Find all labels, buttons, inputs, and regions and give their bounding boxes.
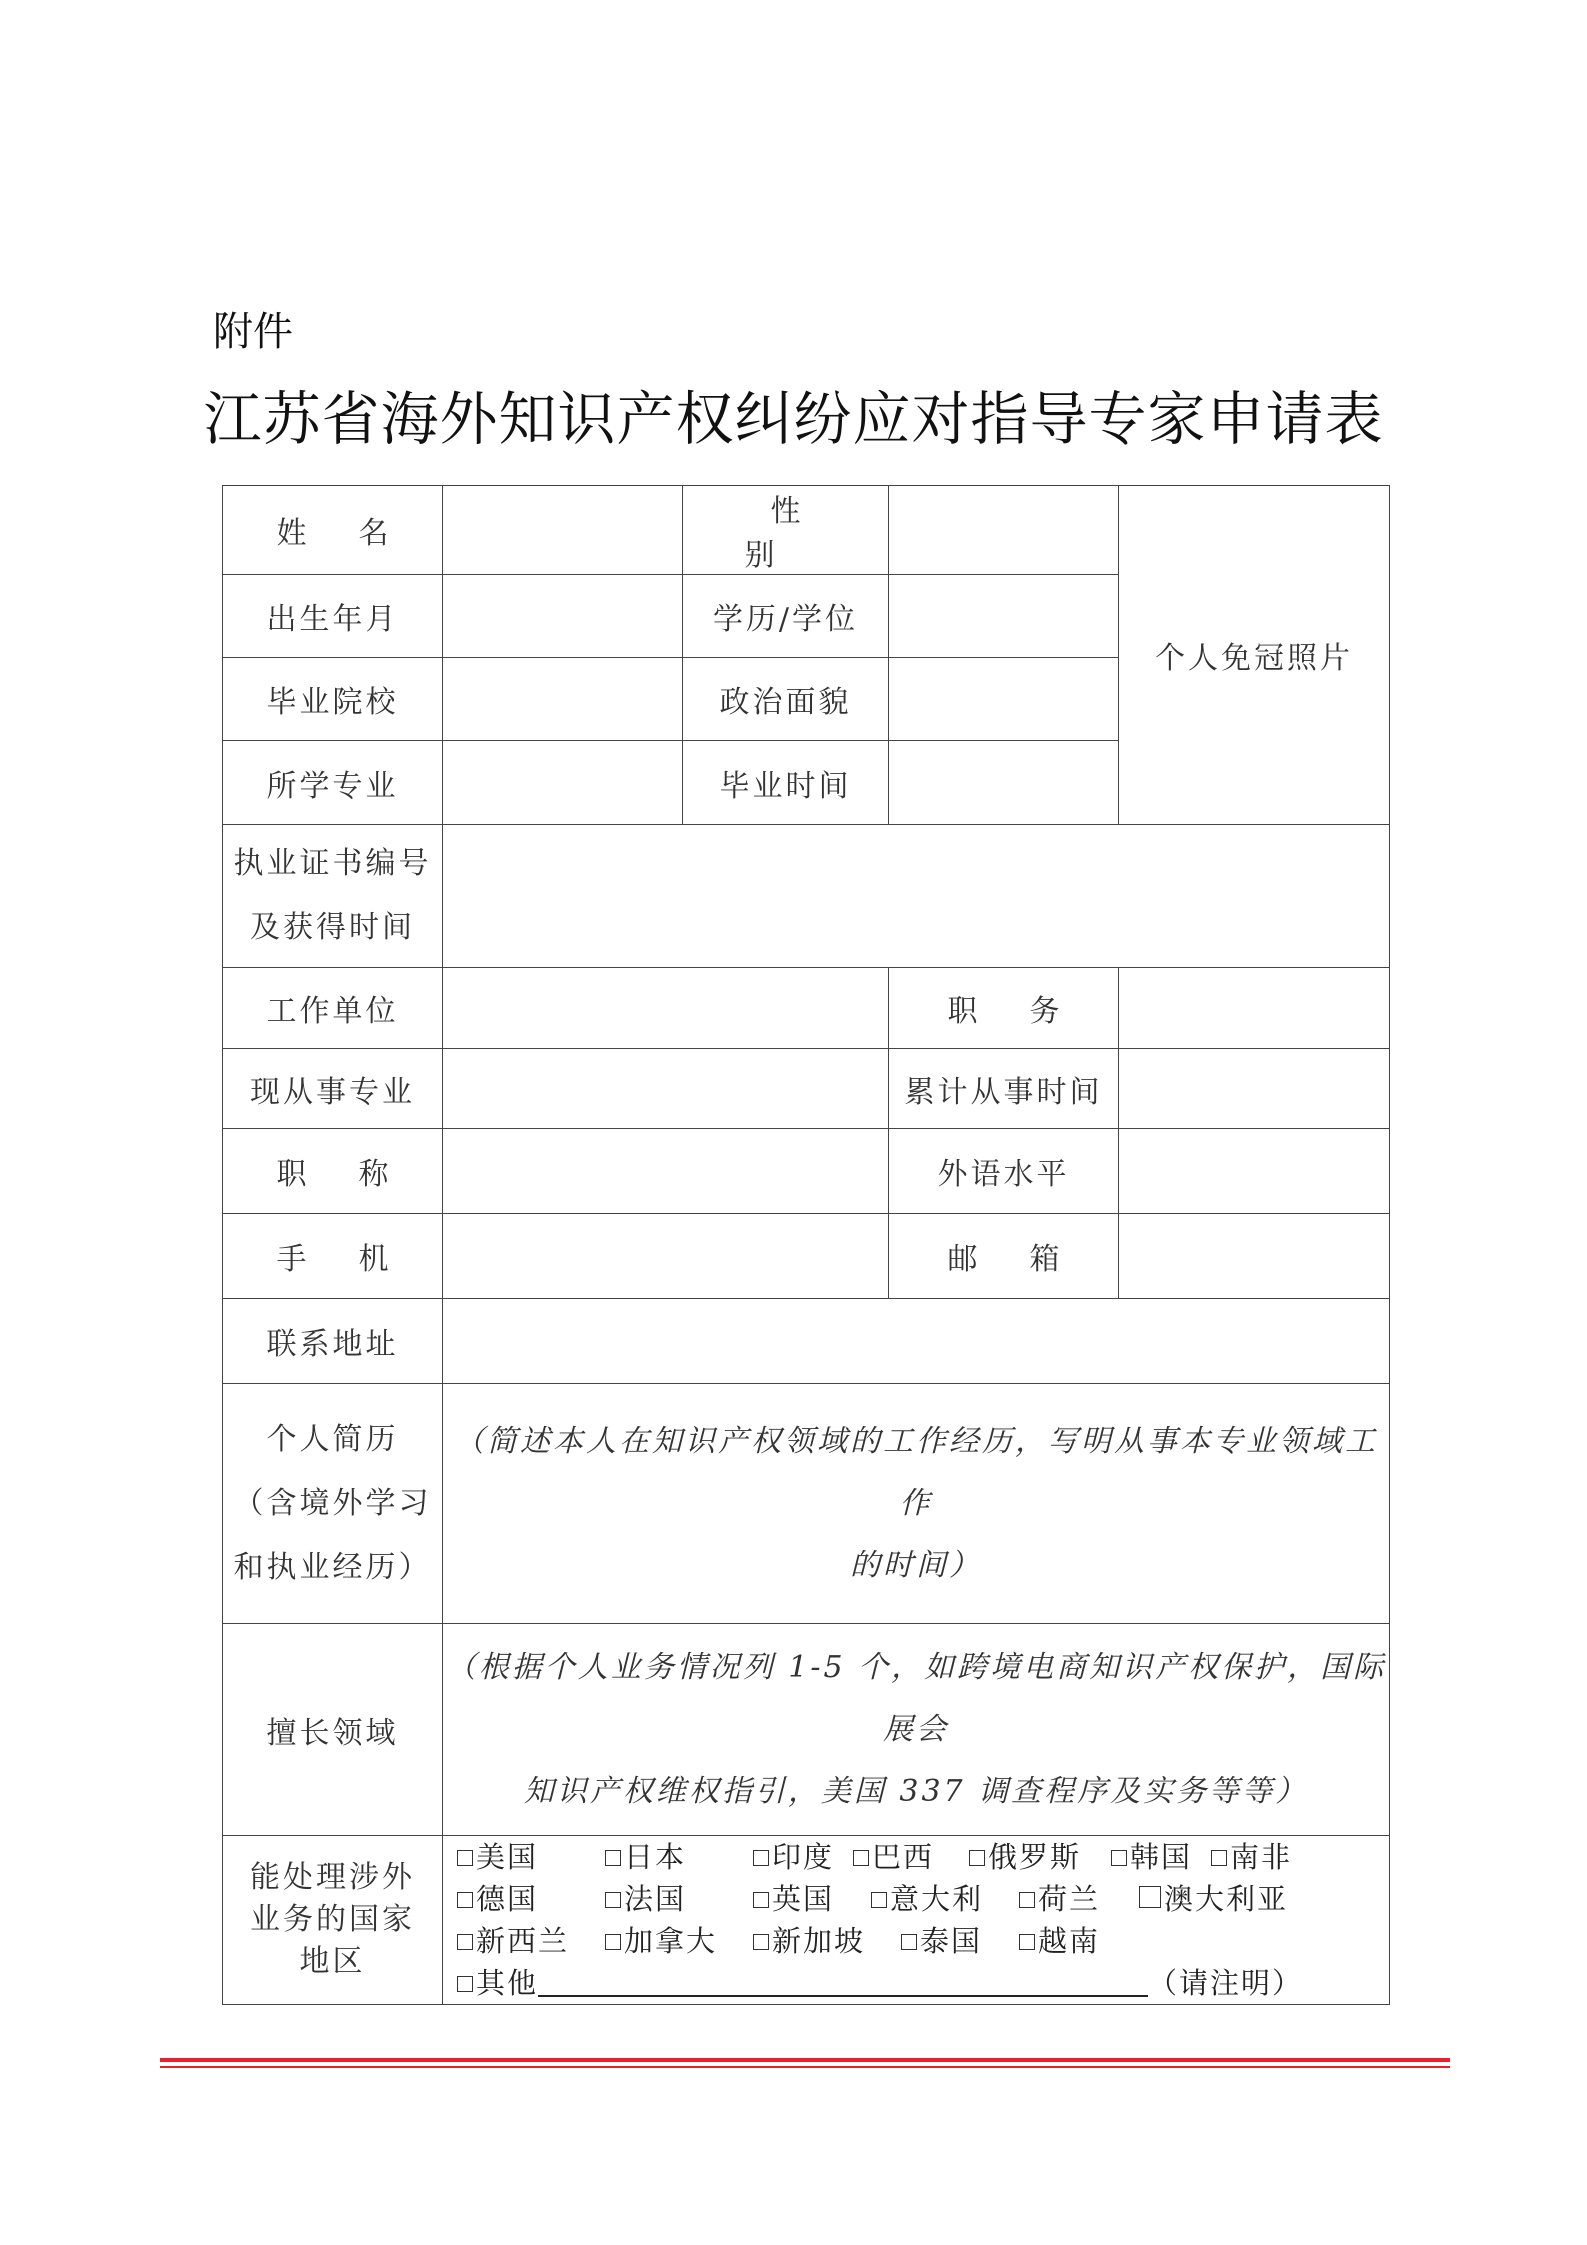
degree-field[interactable] [889, 575, 1119, 658]
country-other[interactable]: 其他 （请注明） [457, 1962, 1303, 2004]
country-fr[interactable]: 法国 [605, 1878, 686, 1920]
footer-red-line-thin [160, 2066, 1450, 2068]
label-current-field: 现从事专业 [223, 1049, 443, 1129]
political-field[interactable] [889, 658, 1119, 741]
checkbox-icon[interactable] [605, 1892, 621, 1908]
checkbox-icon[interactable] [457, 1976, 473, 1992]
expertise-hint-line2: 知识产权维权指引，美国 337 调查程序及实务等等） [523, 1773, 1309, 1809]
checkbox-icon[interactable] [901, 1934, 917, 1950]
checkbox-icon[interactable] [753, 1934, 769, 1950]
label-gender: 性别 [683, 486, 889, 575]
label-name: 姓名 [223, 486, 443, 575]
page-title: 江苏省海外知识产权纠纷应对指导专家申请表 [203, 385, 1384, 453]
country-au[interactable]: 澳大利亚 [1139, 1878, 1288, 1920]
label-countries-line2: 业务的国家 [250, 1902, 415, 1937]
cert-field[interactable] [443, 825, 1390, 968]
checkbox-icon[interactable] [1019, 1934, 1035, 1950]
label-school: 毕业院校 [223, 658, 443, 741]
label-expertise: 擅长领域 [223, 1624, 443, 1836]
expertise-field[interactable] [443, 1624, 1390, 1836]
other-note: （请注明） [1148, 1966, 1304, 2000]
checkbox-icon[interactable] [753, 1892, 769, 1908]
checkbox-icon[interactable] [605, 1934, 621, 1950]
checkbox-icon[interactable] [753, 1850, 769, 1866]
label-countries-line3: 地区 [299, 1944, 366, 1979]
country-ca[interactable]: 加拿大 [605, 1920, 717, 1962]
checkbox-icon[interactable] [457, 1934, 473, 1950]
label-cert [223, 825, 443, 968]
checkbox-icon[interactable] [1139, 1886, 1161, 1908]
country-sg[interactable]: 新加坡 [753, 1920, 865, 1962]
major-field[interactable] [443, 741, 683, 825]
resume-field[interactable] [443, 1384, 1390, 1624]
countries-row-2 [457, 1878, 1389, 1920]
country-br[interactable]: 巴西 [853, 1836, 934, 1878]
address-field[interactable] [443, 1299, 1390, 1384]
label-employer: 工作单位 [223, 968, 443, 1049]
resume-hint-line1: （简述本人在知识产权领域的工作经历，写明从事本专业领域工作 [454, 1423, 1378, 1521]
photo-box[interactable]: 个人免冠照片 [1119, 486, 1390, 825]
expertise-hint-line1: （根据个人业务情况列 1-5 个，如跨境电商知识产权保护，国际展会 [445, 1649, 1387, 1747]
countries-field [443, 1836, 1390, 2005]
other-country-input[interactable] [538, 1965, 1148, 1997]
label-address: 联系地址 [223, 1299, 443, 1384]
current-field-input[interactable] [443, 1049, 889, 1129]
email-field[interactable] [1119, 1214, 1390, 1299]
country-de[interactable]: 德国 [457, 1878, 538, 1920]
label-major: 所学专业 [223, 741, 443, 825]
country-za[interactable]: 南非 [1211, 1836, 1292, 1878]
label-birth: 出生年月 [223, 575, 443, 658]
label-resume-line1: 个人简历 [266, 1421, 399, 1457]
countries-row-4 [457, 1962, 1389, 2004]
country-it[interactable]: 意大利 [871, 1878, 983, 1920]
application-form-table [222, 485, 1390, 2005]
language-field[interactable] [1119, 1129, 1390, 1214]
footer-red-line [160, 2058, 1450, 2062]
checkbox-icon[interactable] [1111, 1850, 1127, 1866]
checkbox-icon[interactable] [605, 1850, 621, 1866]
resume-hint-line2: 的时间） [850, 1547, 982, 1583]
checkbox-icon[interactable] [457, 1850, 473, 1866]
label-countries [223, 1836, 443, 2005]
label-mobile: 手机 [223, 1214, 443, 1299]
label-grad-time: 毕业时间 [683, 741, 889, 825]
label-language: 外语水平 [889, 1129, 1119, 1214]
label-political: 政治面貌 [683, 658, 889, 741]
checkbox-icon[interactable] [853, 1850, 869, 1866]
country-th[interactable]: 泰国 [901, 1920, 982, 1962]
country-gb[interactable]: 英国 [753, 1878, 834, 1920]
name-field[interactable] [443, 486, 683, 575]
country-in[interactable]: 印度 [753, 1836, 834, 1878]
label-total-time: 累计从事时间 [889, 1049, 1119, 1129]
total-time-field[interactable] [1119, 1049, 1390, 1129]
country-vn[interactable]: 越南 [1019, 1920, 1100, 1962]
label-countries-line1: 能处理涉外 [250, 1860, 415, 1895]
label-resume-line2: （含境外学习 [233, 1485, 432, 1521]
attachment-label: 附件 [213, 309, 293, 355]
label-resume [223, 1384, 443, 1624]
position-field[interactable] [1119, 968, 1390, 1049]
country-us[interactable]: 美国 [457, 1836, 538, 1878]
countries-row-1 [457, 1836, 1389, 1878]
checkbox-icon[interactable] [1211, 1850, 1227, 1866]
employer-field[interactable] [443, 968, 889, 1049]
mobile-field[interactable] [443, 1214, 889, 1299]
country-nz[interactable]: 新西兰 [457, 1920, 569, 1962]
title-rank-field[interactable] [443, 1129, 889, 1214]
label-position: 职务 [889, 968, 1119, 1049]
label-email: 邮箱 [889, 1214, 1119, 1299]
checkbox-icon[interactable] [969, 1850, 985, 1866]
country-nl[interactable]: 荷兰 [1019, 1878, 1100, 1920]
countries-row-3 [457, 1920, 1389, 1962]
label-title-rank: 职称 [223, 1129, 443, 1214]
school-field[interactable] [443, 658, 683, 741]
country-ru[interactable]: 俄罗斯 [969, 1836, 1081, 1878]
label-resume-line3: 和执业经历） [233, 1549, 432, 1585]
checkbox-icon[interactable] [457, 1892, 473, 1908]
gender-field[interactable] [889, 486, 1119, 575]
country-kr[interactable]: 韩国 [1111, 1836, 1192, 1878]
label-degree: 学历/学位 [683, 575, 889, 658]
grad-time-field[interactable] [889, 741, 1119, 825]
checkbox-icon[interactable] [1019, 1892, 1035, 1908]
label-cert-line2: 及获得时间 [250, 910, 415, 945]
label-cert-line1: 执业证书编号 [233, 846, 432, 881]
country-jp[interactable]: 日本 [605, 1836, 686, 1878]
birth-field[interactable] [443, 575, 683, 658]
checkbox-icon[interactable] [871, 1892, 887, 1908]
